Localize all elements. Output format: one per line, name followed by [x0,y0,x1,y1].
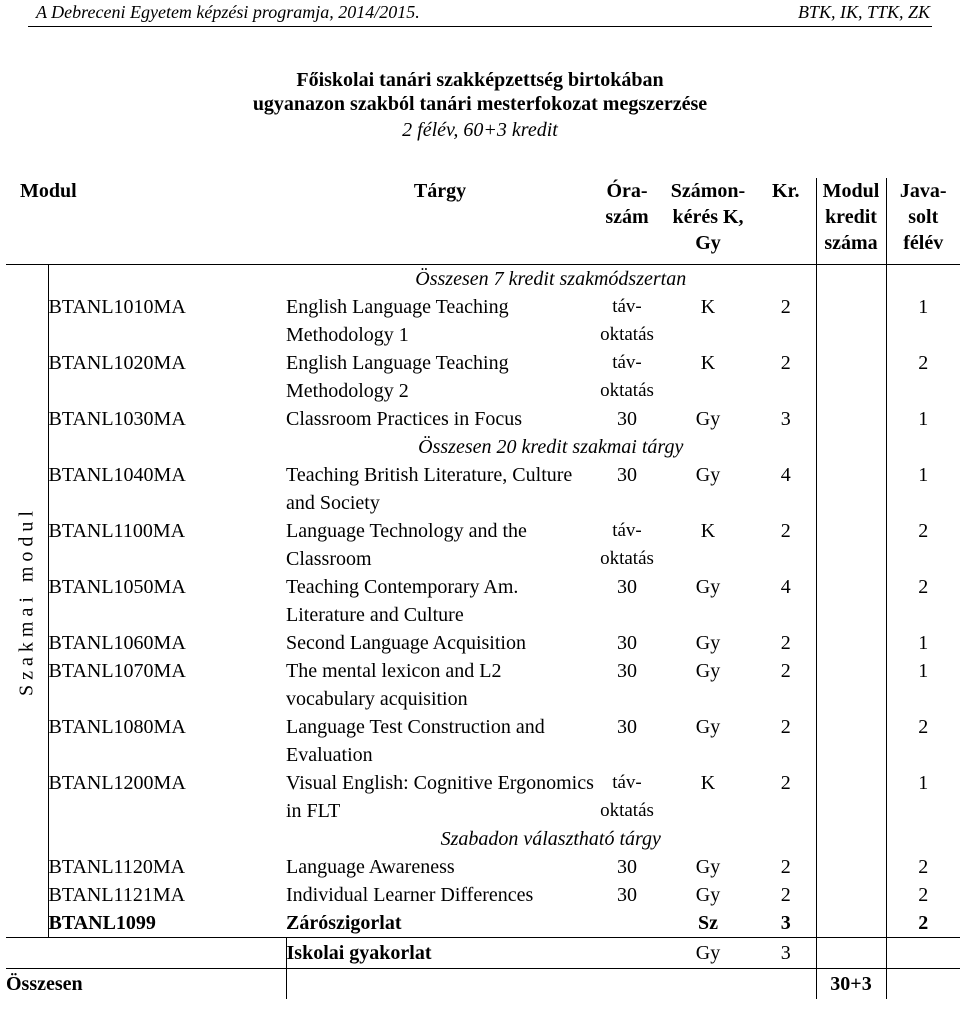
course-semester: 1 [886,629,960,657]
modul-kredit-cell [816,825,886,853]
col-header-oraszam [594,178,660,265]
course-subject: Individual Learner Differences [286,884,534,906]
modul-kredit-cell [816,265,886,294]
course-semester: 1 [886,769,960,825]
javasolt-cell [886,265,960,294]
course-semester: 1 [886,405,960,433]
side-label-cell [6,265,48,938]
course-subject: English Language Teaching Methodology 2 [286,352,509,402]
course-subject: Language Awareness [286,856,455,878]
javasolt-cell [886,825,960,853]
javasolt-cell [886,433,960,461]
modul-kredit-cell [816,293,886,349]
total-label: Összesen [6,969,286,1000]
table-row [6,713,960,769]
section-spacer [48,825,286,853]
total-value: 30+3 [816,969,886,1000]
course-credit: 3 [780,408,791,430]
table-row [6,629,960,657]
course-credit: 2 [780,632,791,654]
course-hours: 30 [617,408,637,430]
total-javasolt [886,969,960,1000]
section-header-row [6,433,960,461]
section-title: Szabadon választható tárgy [440,828,661,850]
table-header-row [6,178,960,265]
modul-kredit-cell [816,433,886,461]
course-semester: 1 [886,293,960,349]
course-hours: 30 [617,884,637,906]
course-subject: Teaching British Literature, Culture and Society [286,464,573,514]
curriculum-table [6,178,960,999]
section-title: Összesen 7 kredit szakmódszertan [415,268,687,290]
course-code: BTANL1200MA [48,772,186,794]
course-exam: K [700,772,716,794]
course-credit: 2 [780,856,791,878]
course-subject: Second Language Acquisition [286,632,526,654]
section-spacer [48,265,286,294]
course-code: BTANL1070MA [48,660,186,682]
thesis-credit: 3 [756,909,816,938]
header-right: BTK, IK, TTK, ZK [797,1,930,22]
col-header-javasolt [886,178,960,265]
course-semester: 2 [886,853,960,881]
course-code: BTANL1050MA [48,576,186,598]
modul-kredit-cell [816,629,886,657]
side-label: Szakmai modul [15,506,38,696]
course-credit: 2 [780,296,791,318]
document-title [0,68,960,142]
course-semester: 1 [886,657,960,713]
practice-subject: Iskolai gyakorlat [286,938,594,969]
table-row [6,881,960,909]
practice-spacer [6,938,286,969]
table-row [6,769,960,825]
modul-kredit-cell [816,713,886,769]
table-row [6,517,960,573]
course-hours: 30 [617,856,637,878]
szamonkeres-text: Számon-kérés K, Gy [670,180,746,254]
course-credit: 2 [780,716,791,738]
course-code: BTANL1060MA [48,632,186,654]
col-header-kr: Kr. [756,178,816,265]
course-credit: 2 [780,884,791,906]
modul-kredit-cell [816,657,886,713]
thesis-hours [594,909,660,938]
thesis-exam: Sz [660,909,756,938]
course-exam: K [700,296,716,318]
practice-credit: 3 [780,942,791,964]
course-exam: Gy [695,408,721,430]
course-credit: 2 [780,352,791,374]
course-exam: Gy [695,856,721,878]
section-title: Összesen 20 kredit szakmai tárgy [418,436,684,458]
course-credit: 4 [780,464,791,486]
table-row [6,461,960,517]
modul-kredit-cell [816,938,886,969]
modul-kredit-cell [816,349,886,405]
course-semester: 2 [886,881,960,909]
table-row [6,573,960,629]
course-code: BTANL1121MA [48,884,186,906]
modul-kredit-text: Modul kredit száma [822,180,880,254]
course-credit: 2 [780,772,791,794]
course-hours: táv-oktatás [600,296,654,345]
course-hours: 30 [617,632,637,654]
course-exam: Gy [695,632,721,654]
title-line-3: 2 félév, 60+3 kredit [402,119,558,141]
course-code: BTANL1030MA [48,408,186,430]
oraszam-text: Óra-szám [605,180,649,228]
modul-kredit-cell [816,461,886,517]
col-header-modul: Modul [6,178,286,265]
total-row [6,969,960,1000]
total-spacer [594,969,816,1000]
javasolt-cell [886,938,960,969]
course-subject: Visual English: Cognitive Ergonomics in FLT [286,772,594,822]
modul-kredit-cell [816,769,886,825]
course-code: BTANL1080MA [48,716,186,738]
practice-exam: Gy [695,942,721,964]
total-spacer [286,969,594,1000]
course-code: BTANL1040MA [48,464,186,486]
title-line-2: ugyanazon szakból tanári mesterfokozat megszerzése [252,93,708,115]
table-row [6,349,960,405]
header-left: A Debreceni Egyetem képzési programja, 2014/2015. [36,1,420,22]
course-subject: The mental lexicon and L2 vocabulary acquisition [286,660,502,710]
course-credit: 4 [780,576,791,598]
modul-kredit-cell [816,573,886,629]
course-semester: 1 [886,461,960,517]
thesis-row [6,909,960,938]
course-hours: 30 [617,716,637,738]
course-hours: 30 [617,464,637,486]
course-semester: 2 [886,517,960,573]
course-semester: 2 [886,713,960,769]
course-exam: Gy [695,716,721,738]
table-row [6,405,960,433]
modul-kredit-cell [816,881,886,909]
practice-hours [594,938,660,969]
course-exam: Gy [695,660,721,682]
course-hours: 30 [617,576,637,598]
course-hours: táv-oktatás [600,520,654,569]
course-credit: 2 [780,660,791,682]
course-exam: Gy [695,576,721,598]
course-code: BTANL1100MA [48,520,186,542]
course-subject: English Language Teaching Methodology 1 [286,296,509,346]
course-semester: 2 [886,573,960,629]
course-hours: táv-oktatás [600,352,654,401]
course-credit: 2 [780,520,791,542]
modul-kredit-cell [816,853,886,881]
col-header-modul-kredit [816,178,886,265]
col-header-targy: Tárgy [286,178,594,265]
course-code: BTANL1010MA [48,296,186,318]
course-subject: Language Test Construction and Evaluation [286,716,545,766]
course-exam: K [700,520,716,542]
col-header-szamonkeres [660,178,756,265]
modul-kredit-cell [816,405,886,433]
practice-row [6,938,960,969]
course-subject: Language Technology and the Classroom [286,520,527,570]
thesis-subject: Zárószigorlat [286,909,594,938]
title-line-1: Főiskolai tanári szakképzettség birtokában [296,69,664,91]
section-header-row [6,265,960,294]
modul-kredit-cell [816,909,886,938]
javasolt-text: Java-solt félév [899,180,947,254]
course-hours: táv-oktatás [600,772,654,821]
section-header-row [6,825,960,853]
table-row [6,657,960,713]
course-exam: Gy [695,464,721,486]
course-exam: K [700,352,716,374]
table-row [6,853,960,881]
thesis-code: BTANL1099 [48,909,286,938]
course-subject: Teaching Contemporary Am. Literature and Culture [286,576,519,626]
course-semester: 2 [886,349,960,405]
course-code: BTANL1120MA [48,856,186,878]
course-hours: 30 [617,660,637,682]
course-exam: Gy [695,884,721,906]
thesis-semester: 2 [886,909,960,938]
course-code: BTANL1020MA [48,352,186,374]
page-header [36,0,930,24]
section-spacer [48,433,286,461]
table-row [6,293,960,349]
course-subject: Classroom Practices in Focus [286,408,523,430]
header-rule [28,26,932,27]
modul-kredit-cell [816,517,886,573]
